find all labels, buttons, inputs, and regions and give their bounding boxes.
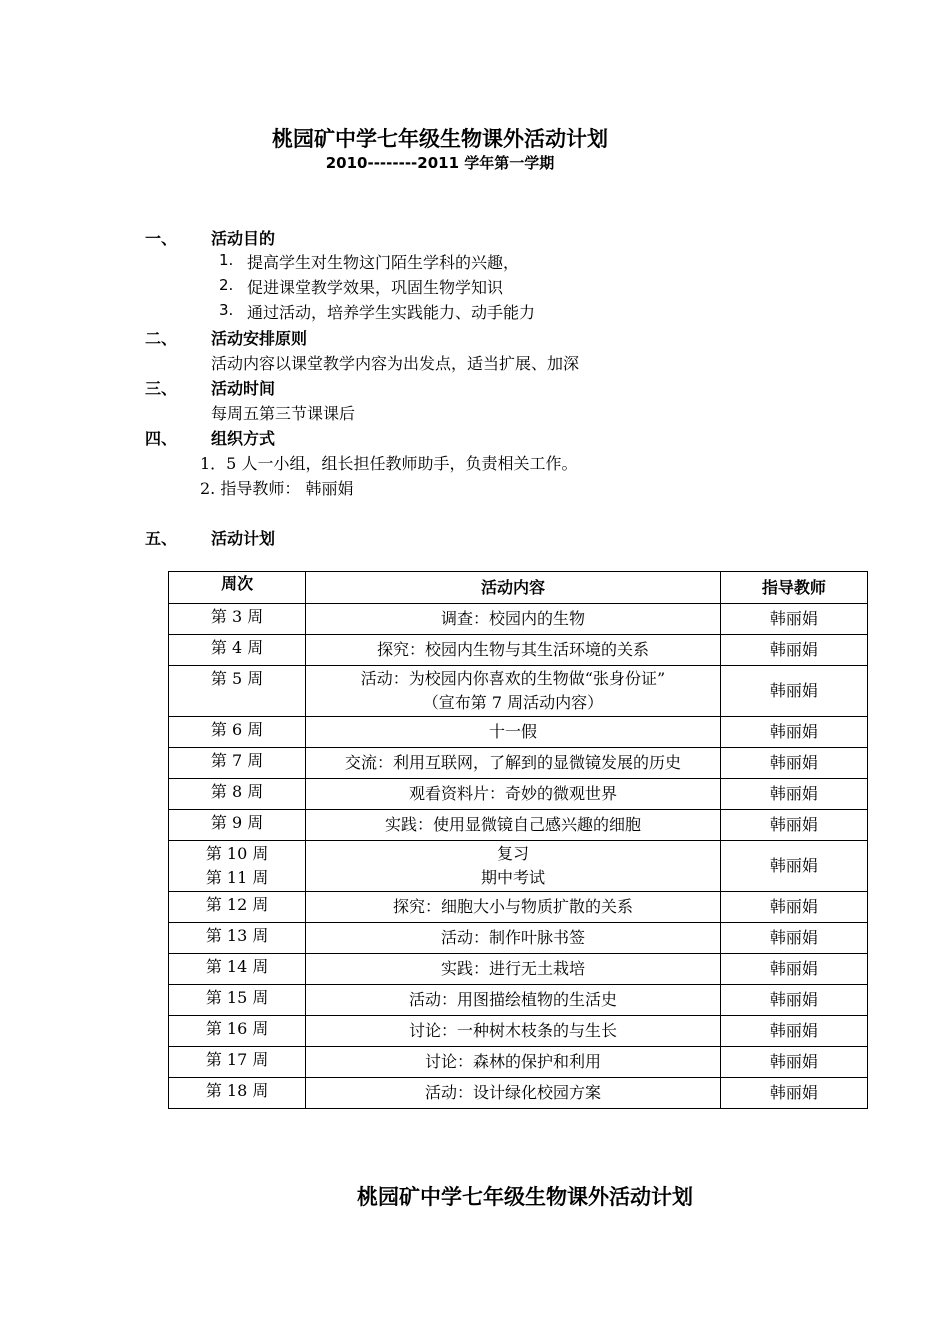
purpose-number: 1. <box>219 251 234 269</box>
teacher-cell: 韩丽娟 <box>720 666 867 717</box>
week-cell <box>169 779 306 810</box>
week-cell <box>169 717 306 748</box>
purpose-number: 3. <box>219 301 234 319</box>
teacher-cell: 韩丽娟 <box>720 717 867 748</box>
week-label: 第 6 周 <box>210 720 264 739</box>
section-title-plan: 活动计划 <box>211 529 276 548</box>
week-cell <box>169 1047 306 1078</box>
table-row <box>169 779 868 810</box>
teacher-cell: 韩丽娟 <box>720 604 867 635</box>
content-cell <box>306 635 721 666</box>
content-line: 交流：利用互联网，了解到的显微镜发展的历史 <box>344 753 681 772</box>
table-row <box>169 841 868 892</box>
teacher-cell: 韩丽娟 <box>720 1078 867 1109</box>
content-line: 实践：使用显微镜自己感兴趣的细胞 <box>384 815 641 834</box>
section-title-organization: 组织方式 <box>211 429 276 448</box>
content-line: 实践：进行无土栽培 <box>440 959 585 978</box>
week-label: 第 4 周 <box>210 638 264 657</box>
content-line: 活动：制作叶脉书签 <box>440 928 585 947</box>
week-cell <box>169 923 306 954</box>
teacher-cell: 韩丽娟 <box>720 810 867 841</box>
week-label: 第 11 周 <box>205 868 269 887</box>
content-line: 讨论：一种树木枝条的与生长 <box>408 1021 617 1040</box>
content-line: 探究：校园内生物与其生活环境的关系 <box>376 640 649 659</box>
content-cell <box>306 1078 721 1109</box>
section-number: 二、 <box>145 329 178 348</box>
week-cell <box>169 748 306 779</box>
content-line: 复习 <box>496 844 529 863</box>
section-number: 五、 <box>145 529 178 548</box>
header-teacher: 指导教师 <box>720 572 867 604</box>
table-row <box>169 892 868 923</box>
purpose-item: 促进课堂教学效果，巩固生物学知识 <box>247 278 504 297</box>
purpose-item: 通过活动，培养学生实践能力、动手能力 <box>247 303 536 322</box>
organization-item: 2. 指导教师： 韩丽娟 <box>200 479 354 498</box>
header-content: 活动内容 <box>306 572 721 604</box>
content-cell <box>306 810 721 841</box>
content-cell <box>306 1047 721 1078</box>
week-label: 第 14 周 <box>205 957 269 976</box>
week-label: 第 7 周 <box>210 751 264 770</box>
content-line: 十一假 <box>488 722 537 741</box>
content-cell <box>306 748 721 779</box>
week-cell <box>169 810 306 841</box>
content-cell <box>306 604 721 635</box>
teacher-cell: 韩丽娟 <box>720 954 867 985</box>
content-line: 调查：校园内的生物 <box>440 609 585 628</box>
header-week: 周次 <box>169 572 306 604</box>
section-number: 四、 <box>145 429 178 448</box>
content-cell <box>306 841 721 892</box>
content-line: 活动：用图描绘植物的生活史 <box>408 990 617 1009</box>
teacher-cell: 韩丽娟 <box>720 748 867 779</box>
content-cell <box>306 985 721 1016</box>
week-cell <box>169 1078 306 1109</box>
organization-item: 1．5 人一小组，组长担任教师助手，负责相关工作。 <box>200 454 578 473</box>
content-cell <box>306 954 721 985</box>
table-row <box>169 604 868 635</box>
section-number: 三、 <box>145 379 178 398</box>
content-cell <box>306 923 721 954</box>
week-label: 第 5 周 <box>210 669 264 688</box>
table-row <box>169 717 868 748</box>
table-row <box>169 954 868 985</box>
document-title: 桃园矿中学七年级生物课外活动计划 <box>272 127 608 151</box>
teacher-cell: 韩丽娟 <box>720 985 867 1016</box>
week-label: 第 3 周 <box>210 607 264 626</box>
section-number: 一、 <box>145 229 178 248</box>
week-cell <box>169 666 306 717</box>
table-body <box>169 604 868 1109</box>
week-cell <box>169 985 306 1016</box>
week-cell <box>169 635 306 666</box>
teacher-cell: 韩丽娟 <box>720 923 867 954</box>
week-label: 第 12 周 <box>205 895 269 914</box>
teacher-cell: 韩丽娟 <box>720 841 867 892</box>
content-cell <box>306 1016 721 1047</box>
week-label: 第 17 周 <box>205 1050 269 1069</box>
content-line: 观看资料片：奇妙的微观世界 <box>408 784 617 803</box>
table-row <box>169 1078 868 1109</box>
table-row <box>169 748 868 779</box>
week-cell <box>169 1016 306 1047</box>
section-title-time: 活动时间 <box>211 379 276 398</box>
content-cell <box>306 892 721 923</box>
purpose-item: 提高学生对生物这门陌生学科的兴趣， <box>247 253 520 272</box>
teacher-cell: 韩丽娟 <box>720 1047 867 1078</box>
week-cell <box>169 954 306 985</box>
week-label: 第 10 周 <box>205 844 269 863</box>
table-row <box>169 1016 868 1047</box>
week-cell <box>169 604 306 635</box>
content-cell <box>306 666 721 717</box>
table-row <box>169 985 868 1016</box>
week-label: 第 13 周 <box>205 926 269 945</box>
content-line: 讨论：森林的保护和利用 <box>424 1052 601 1071</box>
table-header-row <box>169 572 868 604</box>
section-title-purpose: 活动目的 <box>211 229 276 248</box>
content-cell <box>306 779 721 810</box>
table-row <box>169 1047 868 1078</box>
week-cell <box>169 892 306 923</box>
content-line: 活动：设计绿化校园方案 <box>424 1083 601 1102</box>
teacher-cell: 韩丽娟 <box>720 1016 867 1047</box>
table-row <box>169 810 868 841</box>
content-line: 活动：为校园内你喜欢的生物做“张身份证” <box>360 669 666 688</box>
week-label: 第 9 周 <box>210 813 264 832</box>
document-subtitle: 2010--------2011 学年第一学期 <box>325 154 555 172</box>
teacher-cell: 韩丽娟 <box>720 779 867 810</box>
content-line: 期中考试 <box>480 868 545 887</box>
teacher-cell: 韩丽娟 <box>720 892 867 923</box>
time-text: 每周五第三节课课后 <box>211 404 356 423</box>
table-row <box>169 923 868 954</box>
principle-text: 活动内容以课堂教学内容为出发点，适当扩展、加深 <box>211 354 580 373</box>
week-label: 第 18 周 <box>205 1081 269 1100</box>
section-title-principle: 活动安排原则 <box>211 329 308 348</box>
second-document-title: 桃园矿中学七年级生物课外活动计划 <box>357 1185 693 1209</box>
table-row <box>169 666 868 717</box>
week-label: 第 15 周 <box>205 988 269 1007</box>
purpose-number: 2. <box>219 276 234 294</box>
activity-plan-table <box>168 571 868 1109</box>
teacher-cell: 韩丽娟 <box>720 635 867 666</box>
week-label: 第 16 周 <box>205 1019 269 1038</box>
content-line: 探究：细胞大小与物质扩散的关系 <box>392 897 633 916</box>
content-line: （宣布第 7 周活动内容） <box>422 693 604 712</box>
content-cell <box>306 717 721 748</box>
week-label: 第 8 周 <box>210 782 264 801</box>
week-cell <box>169 841 306 892</box>
table-row <box>169 635 868 666</box>
